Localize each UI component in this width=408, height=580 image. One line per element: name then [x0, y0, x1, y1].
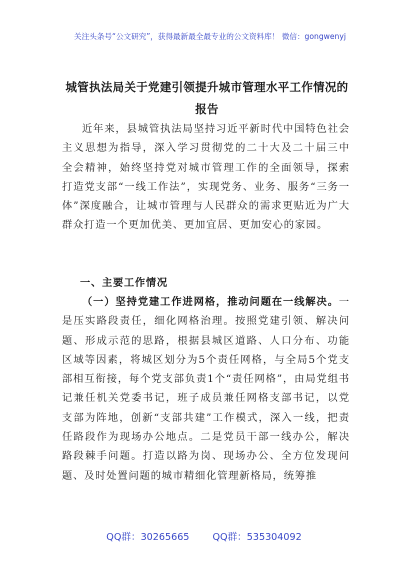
intro-paragraph: 近年来，县城管执法局坚持习近平新时代中国特色社会主义思想为指导，深入学习贯彻党的二十大及二十届三中全会精神，始终坚持党对城市管理工作的全面领导，探索打造党支部“一线工作法”，实现党务、业务、服务“三务一体”深度融合，让城市管理与人民群众的需求更贴近为广大群众打造一个更加优美、更加宜居、更加安心的家园。 — [62, 124, 350, 232]
paragraph-lead: （一）坚持党建工作进网格，推动问题在一线解决。 — [82, 297, 339, 308]
footer-qq-group-2: QQ群：535304092 — [212, 532, 302, 543]
paragraph-body: 一是压实路段责任，细化网格治理。按照党建引领、解决问题、形成示范的思路，根据县城区道路、人口分布、功能区域等因素，将城区划分为5个责任网格，与全局5个党支部相互衔接，每个党支部负责1个“责任网格”，由局党组书记兼任机关党委书记，班子成员兼任网格支部书记，以党支部为阵地，创新“支部共建”工作模式，深入一线，把责任路段作为现场办公地点。二是党员干部一线办公，解决路段棘手问题。打造以路为岗、现场办公、全方位发现问题、及时处置问题的城市精细化管理新格局，统筹推 — [62, 297, 350, 482]
footer-contact — [0, 529, 408, 543]
header-notice: 关注头条号“公文研究”，获得最新最全最专业的公文资料库！ 微信：gongwenyj — [74, 32, 346, 41]
footer-qq-group-1: QQ群：30265665 — [106, 532, 190, 543]
section-heading: 一、主要工作情况 — [80, 278, 168, 289]
body-paragraph — [62, 293, 350, 486]
document-title: 城管执法局关于党建引领提升城市管理水平工作情况的报告 — [65, 80, 349, 116]
